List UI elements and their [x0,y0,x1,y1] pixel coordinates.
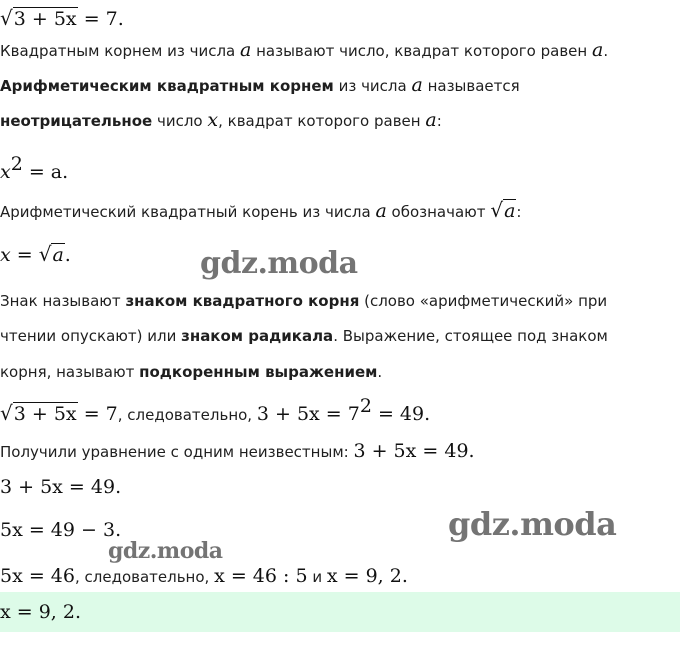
radical-sign-line-2: чтении опускают) или знаком радикала. Выражение, стоящее под знаком [0,327,608,345]
radical-sign-line-1: Знак называют знаком квадратного корня (слово «арифметический» при [0,292,608,310]
watermark-logo: gdz.moda [448,505,617,543]
equation-rhs: = 7. [77,8,124,30]
sqrt-expression-2: √3 + 5x [0,401,77,425]
sqrt-a: √a [490,198,516,222]
square-equation-line: $x^2 = a$. [0,153,69,183]
sqrt-expression [0,6,78,31]
sqrt-a-2: √a [38,242,64,266]
arith-root-def-line-1: Арифметическим квадратным корнем из числа a называется [0,74,520,96]
solution-line-4: 5x = 49 − 3. [0,519,122,541]
watermark-logo: gdz.moda [200,246,358,281]
final-answer: x = 9, 2. [0,601,82,623]
x-equals-sqrt-line: x = √a. [0,242,71,266]
solution-line-5: 5x = 46, следовательно, x = 46 : 5 и x = 9, 2. [0,565,408,587]
watermark-logo: gdz.moda [108,538,223,564]
notation-line: Арифметический квадратный корень из числа a обозначают √a: [0,198,522,222]
solution-line-1: √3 + 5x = 7, следовательно, $3 + 5x = 7^2 = 49$. [0,395,431,425]
solution-line-3: 3 + 5x = 49. [0,476,122,498]
solution-line-2: Получили уравнение с одним неизвестным: 3 + 5x = 49. [0,440,475,462]
arith-root-def-line-2: неотрицательное число x, квадрат которого равен a: [0,109,442,131]
definition-line: Квадратным корнем из числа a называют число, квадрат которого равен a. [0,39,609,61]
radical-sign: √ [0,6,13,30]
equation-line-1 [0,6,680,32]
radicand-def-line: корня, называют подкоренным выражением. [0,363,383,381]
radicand: 3 + 5x [13,8,77,30]
